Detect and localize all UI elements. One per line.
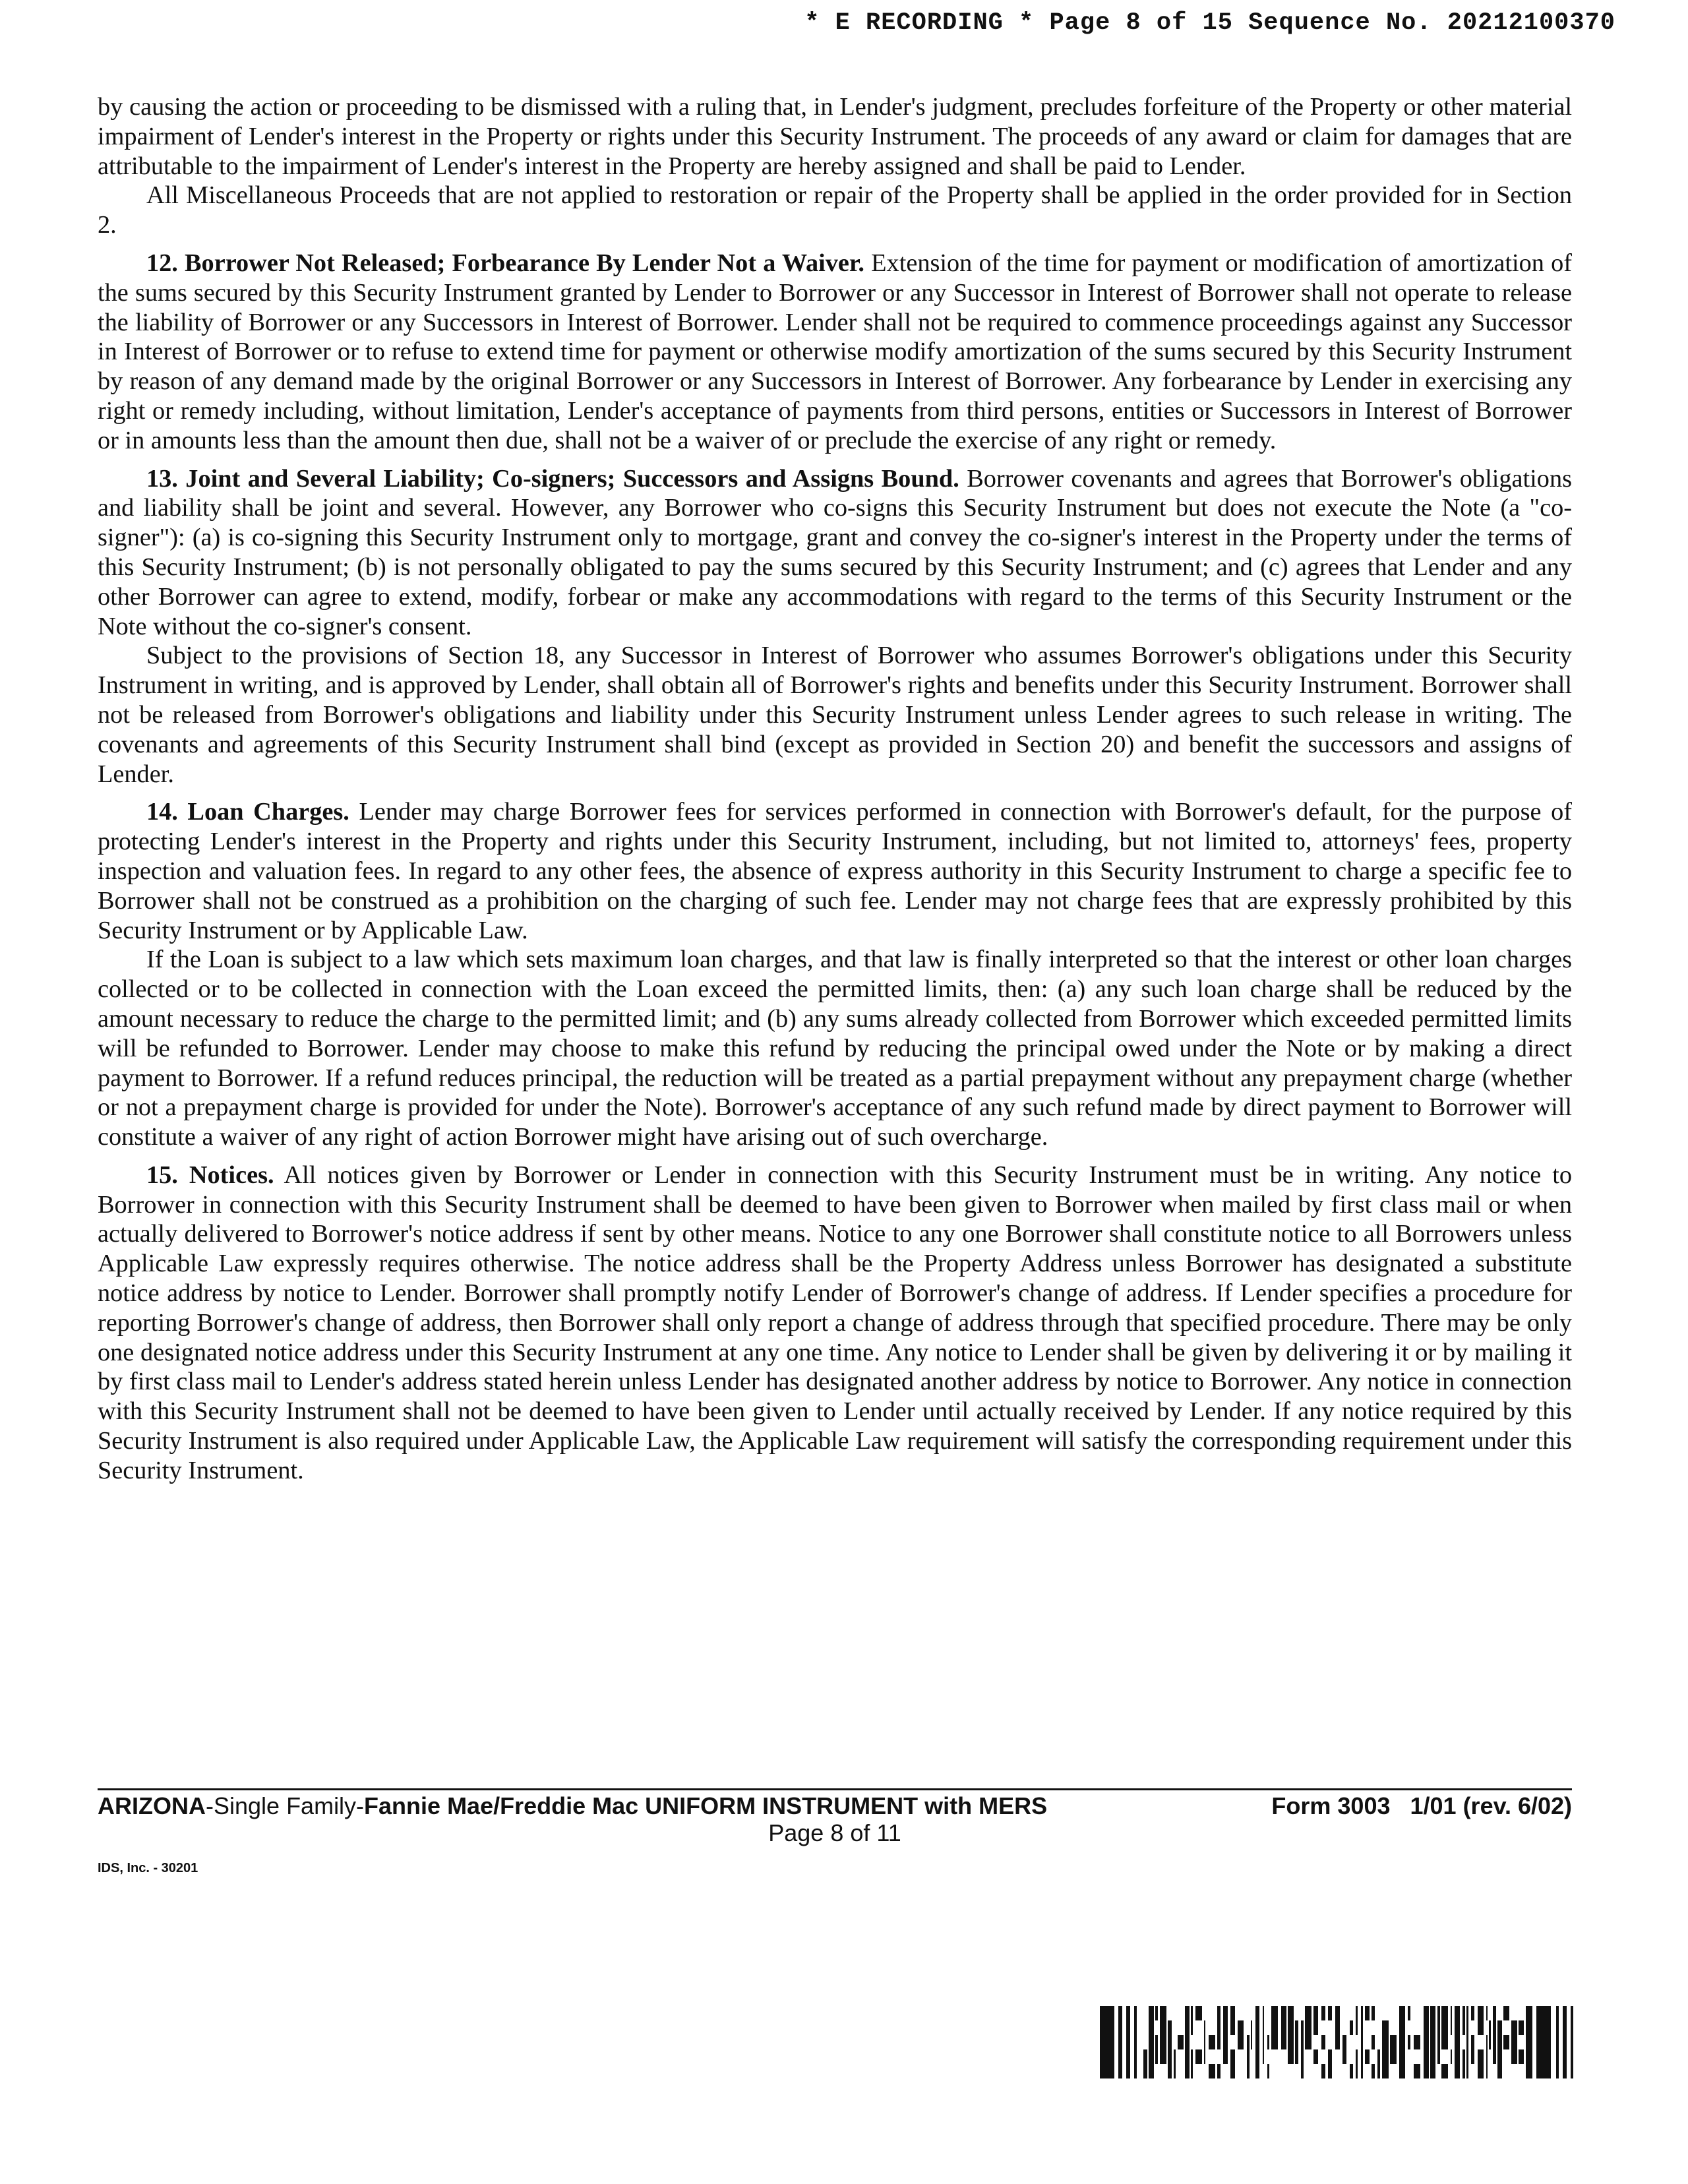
section-heading: 15. Notices.: [146, 1161, 274, 1189]
section-12: [98, 249, 1572, 456]
recording-header: * E RECORDING * Page 8 of 15 Sequence No. 20212100370: [804, 9, 1615, 37]
paragraph-successors: [98, 641, 1572, 789]
paragraph-text: All notices given by Borrower or Lender in connection with this Security Instrument must be in writing. Any notice to Borrower in connection with this Security Instrument shall be deemed to have been given to Borrower when mailed by first class mail or when actually delivered to Borrower's notice address if sent by other means. Notice to any one Borrower shall constitute notice to all Borrowers unless Applicable Law expressly requires otherwise. The notice address shall be the Property Address unless Borrower has designated a substitute notice address by notice to Lender. Borrower shall promptly notify Lender of Borrower's change of address. If Lender specifies a procedure for reporting Borrower's change of address, then Borrower shall only report a change of address through that specified procedure. There may be only one designated notice address under this Security Instrument at any one time. Any notice to Lender shall be given by delivering it or by mailing it by first class mail to Lender's address stated herein unless Lender has designated another address by notice to Borrower. Any notice in connection with this Security Instrument shall not be deemed to have been given to Lender until actually received by Lender. If any notice required by this Security Instrument is also required under Applicable Law, the Applicable Law requirement will satisfy the corresponding requirement under this Security Instrument.: [98, 1161, 1572, 1484]
footer-form-number: Form 3003 1/01 (rev. 6/02): [1271, 1792, 1572, 1819]
paragraph-text: Subject to the provisions of Section 18, any Successor in Interest of Borrower who assumes Borrower's obligations under this Security Instrument in writing, and is approved by Lender, shall obtain all of Borrower's rights and benefits under this Security Instrument. Borrower shall not be released from Borrower's obligations and liability under this Security Instrument unless Lender agrees to such release in writing. The covenants and agreements of this Security Instrument shall bind (except as provided in Section 20) and benefit the successors and assigns of Lender.: [98, 642, 1572, 788]
paragraph-text: Lender may charge Borrower fees for services performed in connection with Borrower's default, for the purpose of protecting Lender's interest in the Property and rights under this Security Instrument, including, but not limited to, attorneys' fees, property inspection and valuation fees. In regard to any other fees, the absence of express authority in this Security Instrument to charge a specific fee to Borrower shall not be construed as a prohibition on the charging of such fee. Lender may not charge fees that are expressly prohibited by this Security Instrument or by Applicable Law.: [98, 798, 1573, 944]
footer-instrument-title: [98, 1792, 1047, 1820]
footer-divider: [98, 1788, 1572, 1790]
paragraph-text: by causing the action or proceeding to be dismissed with a ruling that, in Lender's judgment, precludes forfeiture of the Property or other material impairment of Lender's interest in the Property or rights under this Security Instrument. The proceeds of any award or claim for damages that are attributable to the impairment of Lender's interest in the Property are hereby assigned and shall be paid to Lender.: [98, 93, 1572, 180]
barcode-icon: [1100, 2006, 1575, 2078]
form-footer: [98, 1788, 1572, 1876]
section-heading: 12. Borrower Not Released; Forbearance By Lender Not a Waiver.: [146, 249, 864, 277]
section-13: [98, 464, 1572, 642]
footer-state: ARIZONA: [98, 1792, 206, 1819]
paragraph-text: Extension of the time for payment or modification of amortization of the sums secured by this Security Instrument granted by Lender to Borrower or any Successor in Interest of Borrower shall not operate to release the liability of Borrower or any Successors in Interest of Borrower. Lender shall not be required to commence proceedings against any Successor in Interest of Borrower or to refuse to extend time for payment or otherwise modify amortization of the sums secured by this Security Instrument by reason of any demand made by the original Borrower or any Successors in Interest of Borrower. Any forbearance by Lender in exercising any right or remedy including, without limitation, Lender's acceptance of payments from third persons, entities or Successors in Interest of Borrower or in amounts less than the amount then due, shall not be a waiver of or preclude the exercise of any right or remedy.: [98, 249, 1572, 454]
paragraph-misc-proceeds: [98, 181, 1572, 240]
section-heading: 13. Joint and Several Liability; Co-signers; Successors and Assigns Bound.: [146, 464, 959, 493]
section-15: [98, 1161, 1572, 1486]
paragraph-continuation: [98, 92, 1572, 181]
footer-separator: -Single Family-: [206, 1792, 365, 1819]
paragraph-text: Borrower covenants and agrees that Borrower's obligations and liability shall be joint and several. However, any Borrower who co-signs this Security Instrument but does not execute the Note (a "co-signer"): (a) is co-signing this Security Instrument only to mortgage, grant and convey the co-signer's interest in the Property under the terms of this Security Instrument; (b) is not personally obligated to pay the sums secured by this Security Instrument; and (c) agrees that Lender and any other Borrower can agree to extend, modify, forbear or make any accommodations with regard to the terms of this Security Instrument or the Note without the co-signer's consent.: [98, 464, 1572, 640]
section-14: [98, 797, 1572, 945]
paragraph-max-loan-charges: [98, 945, 1572, 1152]
footer-page-number: Page 8 of 11: [768, 1819, 901, 1846]
document-body: [98, 92, 1572, 1486]
footer-instrument: Fannie Mae/Freddie Mac UNIFORM INSTRUMENT with MERS: [364, 1792, 1048, 1819]
section-heading: 14. Loan Charges.: [146, 798, 349, 826]
paragraph-text: All Miscellaneous Proceeds that are not applied to restoration or repair of the Property shall be applied in the order provided for in Section 2.: [98, 181, 1572, 239]
paragraph-text: If the Loan is subject to a law which sets maximum loan charges, and that law is finally interpreted so that the interest or other loan charges collected or to be collected in connection with the Loan exceed the permitted limits, then: (a) any such loan charge shall be reduced by the amount necessary to reduce the charge to the permitted limit; and (b) any sums already collected from Borrower which exceeded permitted limits will be refunded to Borrower. Lender may choose to make this refund by reducing the principal owed under the Note or by making a direct payment to Borrower. If a refund reduces principal, the reduction will be treated as a partial prepayment without any prepayment charge (whether or not a prepayment charge is provided for under the Note). Borrower's acceptance of any such refund made by direct payment to Borrower will constitute a waiver of any right of action Borrower might have arising out of such overcharge.: [98, 946, 1572, 1151]
footer-ids-code: IDS, Inc. - 30201: [98, 1861, 198, 1875]
footer-form-line: [98, 1792, 1572, 1820]
